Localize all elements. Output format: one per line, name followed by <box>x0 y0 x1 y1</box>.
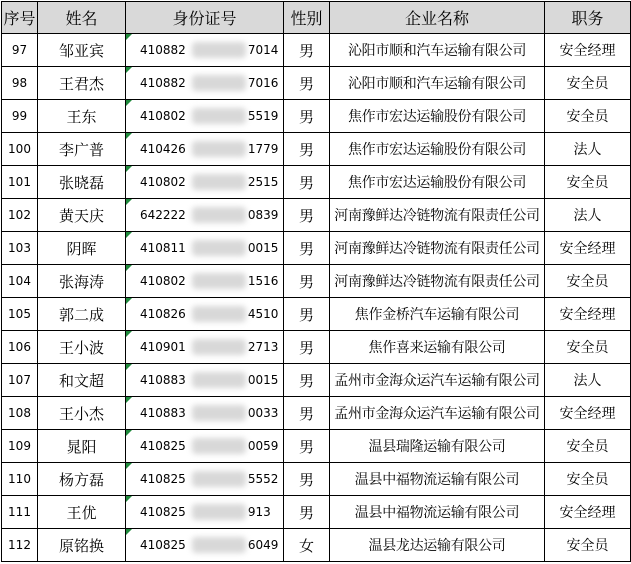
position-cell <box>545 529 631 562</box>
serial-number-cell <box>2 298 38 331</box>
company-name: 焦作喜来运输有限公司 <box>368 340 506 356</box>
name-cell <box>38 463 126 496</box>
table-row <box>2 298 631 331</box>
serial-number-cell <box>2 166 38 199</box>
id-number-redaction <box>192 42 246 58</box>
company-name: 河南豫鲜达冷链物流有限责任公司 <box>334 208 540 224</box>
table-row <box>2 199 631 232</box>
company-name-cell <box>330 166 545 199</box>
position: 法人 <box>573 373 602 389</box>
position-cell <box>545 265 631 298</box>
table-row <box>2 34 631 67</box>
id-number-cell <box>126 133 284 166</box>
gender: 男 <box>298 371 314 390</box>
id-number-cell <box>126 298 284 331</box>
gender-cell <box>284 529 330 562</box>
id-number-prefix: 410882 <box>140 75 186 90</box>
id-number-suffix: 6049 <box>247 537 279 552</box>
header-id-number: 身份证号 <box>126 2 284 34</box>
position-cell <box>545 331 631 364</box>
gender-cell <box>284 199 330 232</box>
company-name: 温县龙达运输有限公司 <box>368 538 506 554</box>
name-cell <box>38 34 126 67</box>
gender: 男 <box>298 173 314 192</box>
id-number-cell <box>126 100 284 133</box>
serial-number-cell <box>2 34 38 67</box>
gender: 男 <box>298 437 314 456</box>
position: 安全经理 <box>559 307 616 323</box>
position-cell <box>545 463 631 496</box>
position: 安全员 <box>566 274 609 290</box>
id-number-cell <box>126 265 284 298</box>
serial-number-cell <box>2 331 38 364</box>
id-number-cell <box>126 397 284 430</box>
position: 安全经理 <box>559 406 616 422</box>
cell-comment-indicator-icon <box>126 232 132 238</box>
company-name-cell <box>330 232 545 265</box>
position: 安全员 <box>566 472 609 488</box>
company-name-cell <box>330 463 545 496</box>
company-name: 温县中福物流运输有限公司 <box>354 505 520 521</box>
serial-number-cell <box>2 232 38 265</box>
serial-number: 105 <box>8 307 31 321</box>
gender: 男 <box>298 206 314 225</box>
gender-cell <box>284 67 330 100</box>
gender-cell <box>284 100 330 133</box>
company-name: 沁阳市顺和汽车运输有限公司 <box>347 43 527 59</box>
position: 安全经理 <box>559 43 616 59</box>
cell-comment-indicator-icon <box>126 496 132 502</box>
id-number-prefix: 410825 <box>140 438 186 453</box>
cell-comment-indicator-icon <box>126 199 132 205</box>
company-name-cell <box>330 364 545 397</box>
table-row <box>2 133 631 166</box>
gender: 男 <box>298 305 314 324</box>
serial-number-cell <box>2 67 38 100</box>
id-number-redaction <box>192 75 246 91</box>
gender: 男 <box>298 239 314 258</box>
header-serial-number: 序号 <box>2 2 38 34</box>
gender-cell <box>284 496 330 529</box>
person-name: 和文超 <box>58 371 104 390</box>
id-number-prefix: 642222 <box>140 207 186 222</box>
position: 法人 <box>573 208 602 224</box>
gender: 男 <box>298 503 314 522</box>
id-number-redaction <box>192 471 246 487</box>
serial-number: 103 <box>8 241 31 255</box>
id-number-prefix: 410802 <box>140 273 186 288</box>
name-cell <box>38 133 126 166</box>
serial-number: 106 <box>8 340 31 354</box>
table-row <box>2 331 631 364</box>
name-cell <box>38 232 126 265</box>
cell-comment-indicator-icon <box>126 100 132 106</box>
company-name: 焦作市宏达运输股份有限公司 <box>347 142 527 158</box>
id-number-cell <box>126 430 284 463</box>
table-row <box>2 529 631 562</box>
table-header-row <box>2 2 631 34</box>
serial-number-cell <box>2 265 38 298</box>
id-number-cell <box>126 232 284 265</box>
company-name-cell <box>330 430 545 463</box>
id-number-redaction <box>192 537 246 553</box>
person-name: 王东 <box>66 107 97 126</box>
name-cell <box>38 529 126 562</box>
table-row <box>2 67 631 100</box>
serial-number-cell <box>2 397 38 430</box>
position-cell <box>545 397 631 430</box>
name-cell <box>38 100 126 133</box>
person-name: 李广普 <box>58 140 104 159</box>
company-name: 河南豫鲜达冷链物流有限责任公司 <box>334 241 540 257</box>
serial-number: 109 <box>8 439 31 453</box>
id-number-cell <box>126 34 284 67</box>
person-name: 王君杰 <box>58 74 104 93</box>
gender-cell <box>284 265 330 298</box>
id-number-suffix: 4510 <box>247 306 279 321</box>
serial-number: 102 <box>8 208 31 222</box>
id-number-redaction <box>192 108 246 124</box>
id-number-redaction <box>192 339 246 355</box>
company-name: 焦作市宏达运输股份有限公司 <box>347 175 527 191</box>
company-name: 温县中福物流运输有限公司 <box>354 472 520 488</box>
cell-comment-indicator-icon <box>126 397 132 403</box>
table-row <box>2 430 631 463</box>
serial-number: 104 <box>8 274 31 288</box>
personnel-table <box>1 1 631 562</box>
id-number-prefix: 410883 <box>140 372 186 387</box>
person-name: 黄天庆 <box>58 206 104 225</box>
header-gender: 性别 <box>284 2 330 34</box>
id-number-suffix: 1516 <box>247 273 279 288</box>
table-row <box>2 364 631 397</box>
name-cell <box>38 265 126 298</box>
gender: 男 <box>298 41 314 60</box>
serial-number: 100 <box>8 142 31 156</box>
person-name: 邹亚宾 <box>58 41 104 60</box>
table-row <box>2 166 631 199</box>
header-position: 职务 <box>545 2 631 34</box>
cell-comment-indicator-icon <box>126 133 132 139</box>
id-number-suffix: 7014 <box>247 42 279 57</box>
serial-number: 98 <box>11 76 28 90</box>
company-name-cell <box>330 67 545 100</box>
person-name: 王小波 <box>58 338 104 357</box>
id-number-suffix: 0839 <box>247 207 279 222</box>
table-row <box>2 232 631 265</box>
name-cell <box>38 397 126 430</box>
position-cell <box>545 496 631 529</box>
id-number-cell <box>126 463 284 496</box>
company-name-cell <box>330 133 545 166</box>
id-number-cell <box>126 199 284 232</box>
cell-comment-indicator-icon <box>126 463 132 469</box>
gender-cell <box>284 331 330 364</box>
gender-cell <box>284 364 330 397</box>
gender-cell <box>284 232 330 265</box>
company-name-cell <box>330 298 545 331</box>
person-name: 张海涛 <box>58 272 104 291</box>
gender-cell <box>284 430 330 463</box>
id-number-redaction <box>192 141 246 157</box>
serial-number-cell <box>2 463 38 496</box>
name-cell <box>38 430 126 463</box>
person-name: 阴晖 <box>66 239 97 258</box>
company-name-cell <box>330 100 545 133</box>
id-number-redaction <box>192 273 246 289</box>
id-number-prefix: 410825 <box>140 504 186 519</box>
id-number-cell <box>126 166 284 199</box>
cell-comment-indicator-icon <box>126 67 132 73</box>
id-number-suffix: 5519 <box>247 108 279 123</box>
position-cell <box>545 298 631 331</box>
id-number-prefix: 410811 <box>140 240 186 255</box>
header-company-name: 企业名称 <box>330 2 545 34</box>
personnel-table-sheet <box>1 1 630 562</box>
id-number-cell <box>126 67 284 100</box>
id-number-suffix: 0033 <box>247 405 279 420</box>
id-number-suffix: 7016 <box>247 75 279 90</box>
name-cell <box>38 166 126 199</box>
cell-comment-indicator-icon <box>126 331 132 337</box>
table-body <box>2 34 631 562</box>
serial-number: 97 <box>11 43 28 57</box>
company-name-cell <box>330 496 545 529</box>
cell-comment-indicator-icon <box>126 298 132 304</box>
cell-comment-indicator-icon <box>126 364 132 370</box>
name-cell <box>38 67 126 100</box>
position-cell <box>545 199 631 232</box>
table-row <box>2 265 631 298</box>
serial-number: 110 <box>8 472 31 486</box>
gender: 男 <box>298 470 314 489</box>
position-cell <box>545 100 631 133</box>
company-name-cell <box>330 265 545 298</box>
table-row <box>2 100 631 133</box>
company-name-cell <box>330 397 545 430</box>
serial-number-cell <box>2 364 38 397</box>
person-name: 晁阳 <box>66 437 97 456</box>
gender-cell <box>284 298 330 331</box>
id-number-cell <box>126 331 284 364</box>
id-number-prefix: 410883 <box>140 405 186 420</box>
position: 安全经理 <box>559 505 616 521</box>
gender-cell <box>284 133 330 166</box>
company-name: 沁阳市顺和汽车运输有限公司 <box>347 76 527 92</box>
id-number-redaction <box>192 306 246 322</box>
person-name: 王优 <box>66 503 97 522</box>
serial-number-cell <box>2 133 38 166</box>
gender: 女 <box>298 536 314 555</box>
serial-number-cell <box>2 199 38 232</box>
position: 安全员 <box>566 109 609 125</box>
gender-cell <box>284 34 330 67</box>
position: 安全员 <box>566 439 609 455</box>
position-cell <box>545 67 631 100</box>
position-cell <box>545 430 631 463</box>
id-number-prefix: 410802 <box>140 108 186 123</box>
id-number-suffix: 2515 <box>247 174 279 189</box>
company-name-cell <box>330 34 545 67</box>
person-name: 张晓磊 <box>58 173 104 192</box>
id-number-suffix: 1779 <box>247 141 279 156</box>
company-name: 温县瑞隆运输有限公司 <box>368 439 506 455</box>
company-name: 孟州市金海众运汽车运输有限公司 <box>334 373 540 389</box>
name-cell <box>38 496 126 529</box>
name-cell <box>38 364 126 397</box>
gender-cell <box>284 463 330 496</box>
id-number-redaction <box>192 207 246 223</box>
table-row <box>2 463 631 496</box>
company-name: 孟州市金海众运汽车运输有限公司 <box>334 406 540 422</box>
id-number-prefix: 410882 <box>140 42 186 57</box>
serial-number: 101 <box>8 175 31 189</box>
id-number-prefix: 410901 <box>140 339 186 354</box>
id-number-redaction <box>192 240 246 256</box>
id-number-redaction <box>192 438 246 454</box>
company-name: 焦作金桥汽车运输有限公司 <box>354 307 520 323</box>
id-number-prefix: 410825 <box>140 537 186 552</box>
serial-number: 111 <box>8 505 31 519</box>
header-name: 姓名 <box>38 2 126 34</box>
serial-number: 107 <box>8 373 31 387</box>
id-number-redaction <box>192 174 246 190</box>
gender: 男 <box>298 107 314 126</box>
name-cell <box>38 199 126 232</box>
person-name: 原铭换 <box>58 536 104 555</box>
position: 安全员 <box>566 340 609 356</box>
serial-number: 112 <box>8 538 31 552</box>
cell-comment-indicator-icon <box>126 529 132 535</box>
position-cell <box>545 232 631 265</box>
id-number-prefix: 410826 <box>140 306 186 321</box>
table-row <box>2 397 631 430</box>
id-number-suffix: 2713 <box>247 339 279 354</box>
id-number-redaction <box>192 504 246 520</box>
id-number-suffix: 0015 <box>247 240 279 255</box>
position-cell <box>545 133 631 166</box>
id-number-suffix: 0059 <box>247 438 279 453</box>
company-name-cell <box>330 331 545 364</box>
position: 安全员 <box>566 175 609 191</box>
gender: 男 <box>298 404 314 423</box>
id-number-redaction <box>192 372 246 388</box>
serial-number-cell <box>2 100 38 133</box>
id-number-redaction <box>192 405 246 421</box>
gender: 男 <box>298 140 314 159</box>
id-number-cell <box>126 496 284 529</box>
id-number-cell <box>126 364 284 397</box>
id-number-suffix: 5552 <box>247 471 279 486</box>
position: 安全员 <box>566 538 609 554</box>
person-name: 郭二成 <box>58 305 104 324</box>
table-row <box>2 496 631 529</box>
position-cell <box>545 34 631 67</box>
position-cell <box>545 364 631 397</box>
gender: 男 <box>298 338 314 357</box>
name-cell <box>38 298 126 331</box>
serial-number: 99 <box>11 109 28 123</box>
id-number-cell <box>126 529 284 562</box>
gender: 男 <box>298 74 314 93</box>
gender: 男 <box>298 272 314 291</box>
serial-number-cell <box>2 430 38 463</box>
cell-comment-indicator-icon <box>126 166 132 172</box>
name-cell <box>38 331 126 364</box>
person-name: 杨方磊 <box>58 470 104 489</box>
id-number-prefix: 410802 <box>140 174 186 189</box>
position: 法人 <box>573 142 602 158</box>
serial-number: 108 <box>8 406 31 420</box>
person-name: 王小杰 <box>58 404 104 423</box>
cell-comment-indicator-icon <box>126 430 132 436</box>
cell-comment-indicator-icon <box>126 34 132 40</box>
position: 安全经理 <box>559 241 616 257</box>
gender-cell <box>284 397 330 430</box>
company-name-cell <box>330 529 545 562</box>
position-cell <box>545 166 631 199</box>
position: 安全员 <box>566 76 609 92</box>
gender-cell <box>284 166 330 199</box>
company-name: 焦作市宏达运输股份有限公司 <box>347 109 527 125</box>
serial-number-cell <box>2 496 38 529</box>
serial-number-cell <box>2 529 38 562</box>
id-number-suffix: 0015 <box>247 372 279 387</box>
company-name-cell <box>330 199 545 232</box>
id-number-prefix: 410825 <box>140 471 186 486</box>
id-number-prefix: 410426 <box>140 141 186 156</box>
id-number-suffix: 913 <box>247 504 271 519</box>
company-name: 河南豫鲜达冷链物流有限责任公司 <box>334 274 540 290</box>
cell-comment-indicator-icon <box>126 265 132 271</box>
